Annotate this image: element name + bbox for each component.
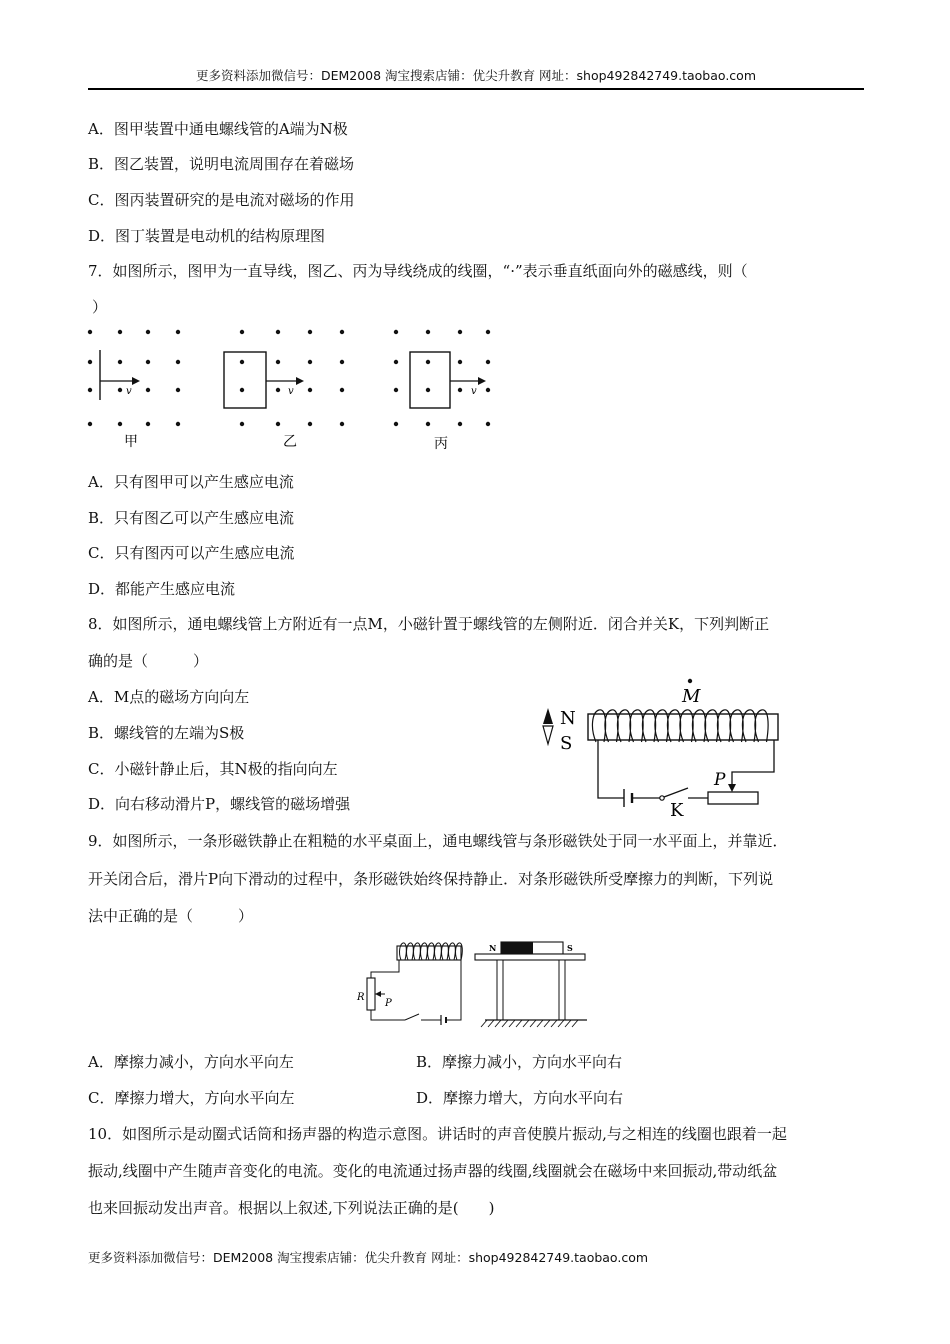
field-dot <box>276 360 280 364</box>
page-header: 更多资料添加微信号：DEM2008 淘宝搜索店铺：优尖升教育 网址：shop492842749.taobao.com <box>195 68 757 83</box>
q9-magnet-s: S <box>567 943 573 953</box>
field-dot <box>340 360 344 364</box>
q8-switch-k: K <box>670 800 684 821</box>
field-dot <box>394 360 398 364</box>
q7-stem: 7．如图所示，图甲为一直导线，图乙、丙为导线绕成的线圈，“·”表示垂直纸面向外的磁感线，则（ <box>88 262 748 280</box>
q7-label-yi: 乙 <box>283 434 297 450</box>
field-dot <box>146 330 150 334</box>
field-dot <box>146 360 150 364</box>
page-footer: 更多资料添加微信号：DEM2008 淘宝搜索店铺：优尖升教育 网址：shop492842749.taobao.com <box>88 1250 649 1265</box>
field-dot <box>88 388 92 392</box>
field-dot <box>394 330 398 334</box>
field-dot <box>176 360 180 364</box>
q9-stem-line3: 法中正确的是（ ） <box>88 907 254 925</box>
q6-option-b: B．图乙装置，说明电流周围存在着磁场 <box>88 155 355 173</box>
field-dot <box>308 388 312 392</box>
q9-option-b: B．摩擦力减小，方向水平向右 <box>416 1053 623 1071</box>
field-dot <box>340 422 344 426</box>
field-dot <box>240 422 244 426</box>
field-dot <box>146 388 150 392</box>
field-dot <box>394 388 398 392</box>
field-dot <box>486 388 490 392</box>
q6-option-d: D．图丁装置是电动机的结构原理图 <box>88 227 326 245</box>
q7-option-c: C．只有图丙可以产生感应电流 <box>88 544 295 562</box>
q8-option-b: B．螺线管的左端为S极 <box>88 724 245 742</box>
field-dot <box>118 360 122 364</box>
field-dot <box>118 330 122 334</box>
field-dot <box>240 330 244 334</box>
field-dot <box>176 330 180 334</box>
q8-point-m: M <box>682 686 701 707</box>
field-dot <box>340 330 344 334</box>
q7-label-bing: 丙 <box>434 436 448 452</box>
q9-stem-line2: 开关闭合后，滑片P向下滑动的过程中，条形磁铁始终保持静止．对条形磁铁所受摩擦力的判断，下列说 <box>88 870 774 888</box>
q7-stem-close: ） <box>92 298 108 316</box>
field-dot <box>176 388 180 392</box>
field-dot <box>88 330 92 334</box>
field-dot <box>486 360 490 364</box>
field-dot <box>118 422 122 426</box>
field-dot <box>308 330 312 334</box>
field-dot <box>308 422 312 426</box>
field-dot <box>426 422 430 426</box>
q10-line1: 10．如图所示是动圈式话筒和扬声器的构造示意图。讲话时的声音使膜片振动,与之相连的线圈也跟着一起 <box>88 1125 787 1143</box>
field-dot <box>426 330 430 334</box>
field-dot <box>426 360 430 364</box>
field-dot <box>486 422 490 426</box>
field-dot <box>176 422 180 426</box>
q8-stem-line1: 8．如图所示，通电螺线管上方附近有一点M，小磁针置于螺线管的左侧附近．闭合并关K，下列判断正 <box>88 615 770 633</box>
q7-option-b: B．只有图乙可以产生感应电流 <box>88 509 295 527</box>
q10-line3: 也来回振动发出声音。根据以上叙述,下列说法正确的是( ) <box>88 1199 495 1217</box>
field-dot <box>276 422 280 426</box>
field-dot <box>118 388 122 392</box>
q8-option-a: A．M点的磁场方向向左 <box>88 688 250 706</box>
field-dot <box>276 330 280 334</box>
field-dot <box>340 388 344 392</box>
q8-figure <box>536 668 786 821</box>
q8-compass-n: N <box>560 708 576 729</box>
q9-option-d: D．摩擦力增大，方向水平向右 <box>416 1089 624 1107</box>
field-dot <box>394 422 398 426</box>
field-dot <box>240 360 244 364</box>
q7-velocity-label: v <box>288 386 294 397</box>
q9-figure <box>355 936 605 1028</box>
q9-slider-p: P <box>385 998 392 1009</box>
q8-option-d: D．向右移动滑片P，螺线管的磁场增强 <box>88 795 351 813</box>
field-dot <box>88 360 92 364</box>
q6-option-c: C．图丙装置研究的是电流对磁场的作用 <box>88 191 355 209</box>
q9-magnet-n: N <box>489 943 497 953</box>
q10-line2: 振动,线圈中产生随声音变化的电流。变化的电流通过扬声器的线圈,线圈就会在磁场中来回振动,带动纸盆 <box>88 1162 778 1180</box>
q7-velocity-label: v <box>471 386 477 397</box>
field-dot <box>426 388 430 392</box>
q8-compass-s: S <box>560 733 573 754</box>
field-dot <box>240 388 244 392</box>
field-dot <box>458 388 462 392</box>
header-rule <box>88 88 864 90</box>
field-dot <box>458 422 462 426</box>
q9-option-c: C．摩擦力增大，方向水平向左 <box>88 1089 295 1107</box>
q7-figure <box>80 320 510 460</box>
field-dot <box>146 422 150 426</box>
field-dot <box>458 330 462 334</box>
q9-resistor-r: R <box>357 992 365 1003</box>
q7-option-a: A．只有图甲可以产生感应电流 <box>88 473 294 491</box>
q7-velocity-label: v <box>126 386 132 397</box>
q9-option-a: A．摩擦力减小，方向水平向左 <box>88 1053 294 1071</box>
field-dot <box>486 330 490 334</box>
q6-option-a: A．图甲装置中通电螺线管的A端为N极 <box>88 120 348 138</box>
field-dot <box>458 360 462 364</box>
q8-stem-line2: 确的是（ ） <box>88 652 209 670</box>
q7-option-d: D．都能产生感应电流 <box>88 580 236 598</box>
field-dot <box>308 360 312 364</box>
field-dot <box>276 388 280 392</box>
q8-slider-p: P <box>714 770 726 790</box>
q8-option-c: C．小磁针静止后，其N极的指向向左 <box>88 760 338 778</box>
field-dot <box>88 422 92 426</box>
q9-stem-line1: 9．如图所示，一条形磁铁静止在粗糙的水平桌面上，通电螺线管与条形磁铁处于同一水平面上，并靠近． <box>88 832 788 850</box>
q7-label-jia: 甲 <box>124 434 138 450</box>
